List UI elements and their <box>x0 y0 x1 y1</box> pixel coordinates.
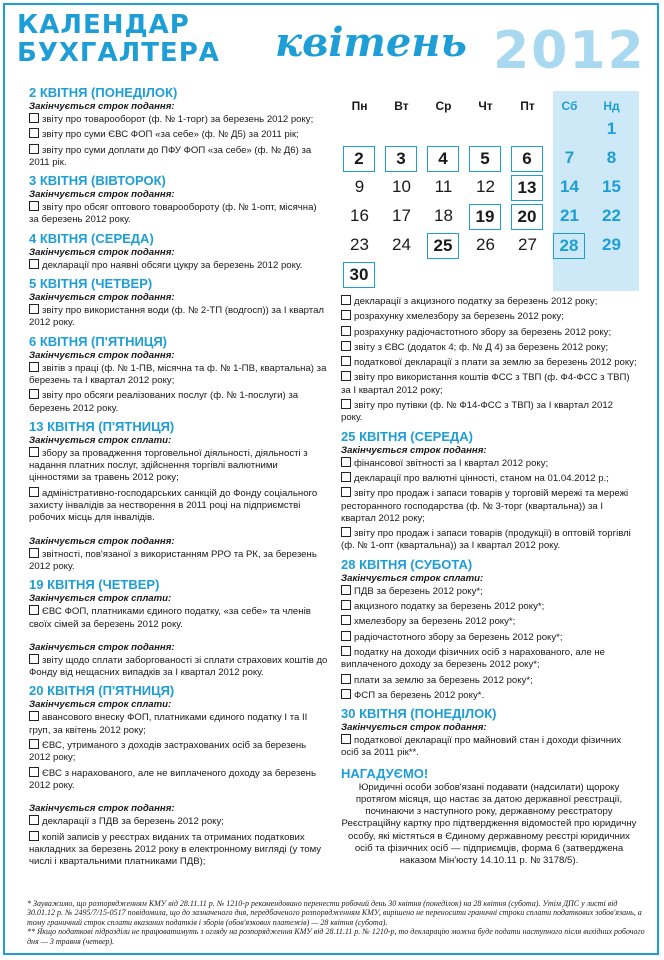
right-column <box>341 295 637 867</box>
day-number: 8 <box>606 148 617 167</box>
deadline-item-text: звіту про продаж і запаси товарів (продукції) в оптовій торгівлі (ф. № 1-опт (квартальна)) за I квартал 2012 року. <box>341 528 631 552</box>
calendar-day <box>381 175 422 199</box>
deadline-checkbox[interactable] <box>341 615 351 625</box>
deadline-item <box>341 371 637 397</box>
deadline-checkbox[interactable] <box>341 631 351 641</box>
deadline-section <box>29 334 329 415</box>
deadline-checkbox[interactable] <box>341 371 351 381</box>
deadline-section <box>29 173 329 227</box>
calendar-day <box>339 262 380 288</box>
deadline-checkbox[interactable] <box>341 472 351 482</box>
deadline-checkbox[interactable] <box>29 548 39 558</box>
title-line-2: БУХГАЛТЕРА <box>17 38 220 68</box>
deadline-section <box>341 295 637 425</box>
deadline-subheading: Закінчується строк подання: <box>341 722 487 734</box>
day-number: 13 <box>511 175 543 201</box>
section-date-heading: 5 КВІТНЯ (ЧЕТВЕР) <box>29 276 153 292</box>
calendar-day <box>339 233 380 257</box>
day-number: 18 <box>434 206 453 225</box>
deadline-item <box>29 767 329 793</box>
deadline-item <box>29 389 329 415</box>
calendar-day <box>339 204 380 228</box>
day-number: 11 <box>434 177 453 196</box>
day-number: 23 <box>350 235 369 254</box>
calendar-day <box>591 117 632 141</box>
day-number: 1 <box>606 119 617 138</box>
deadline-checkbox[interactable] <box>29 362 39 372</box>
deadline-checkbox[interactable] <box>29 767 39 777</box>
deadline-item <box>341 341 637 354</box>
deadline-item-text: звіту про використання води (ф. № 2-ТП (водгосп)) за I квартал 2012 року. <box>29 305 325 329</box>
deadline-checkbox[interactable] <box>29 304 39 314</box>
month-calendar <box>339 91 639 291</box>
section-date-heading: 3 КВІТНЯ (ВІВТОРОК) <box>29 173 166 189</box>
deadline-item <box>341 689 637 702</box>
deadline-section <box>29 577 329 679</box>
section-date-heading: 30 КВІТНЯ (ПОНЕДІЛОК) <box>341 706 497 722</box>
deadline-section <box>29 276 329 330</box>
deadline-checkbox[interactable] <box>29 113 39 123</box>
deadline-item-text: податку на доходи фізичних осіб з нарахованого, але не виплаченого доходу за березень 2012 року*; <box>341 646 605 671</box>
deadline-subheading: Закінчується строк подання: <box>29 292 175 304</box>
deadline-subheading: Закінчується строк сплати: <box>29 434 172 446</box>
calendar-day <box>549 233 590 259</box>
deadline-item <box>29 739 329 765</box>
calendar-day <box>423 175 464 199</box>
group-spacer <box>29 794 329 802</box>
weekday-header: Сб <box>561 99 578 113</box>
day-number: 5 <box>469 146 501 172</box>
deadline-checkbox[interactable] <box>341 600 351 610</box>
deadline-checkbox[interactable] <box>341 527 351 537</box>
deadline-item-text: ФСП за березень 2012 року*. <box>354 689 485 701</box>
deadline-item <box>29 654 329 680</box>
group-spacer <box>29 633 329 641</box>
section-date-heading: 25 КВІТНЯ (СЕРЕДА) <box>341 428 473 444</box>
deadline-item-text: плати за землю за березень 2012 року*; <box>354 674 533 686</box>
deadline-checkbox[interactable] <box>341 310 351 320</box>
deadline-item <box>29 113 329 126</box>
footnote: * Зауважимо, що розпорядженням КМУ від 28.11.11 р. № 1210-р рекомендовано перенести робочий день 30 квітня (понеділок) на 28 квітня (субота). Утім ДПС у листі від 30.01.12 р. № 2495/7/15-0517 повідомила, що до зазначеного дня, передбаченого розпорядженням КМУ, вирішено не переносити граничні строки сплати податкових зобов'язань, а тому граничний строк сплати вказаних податків і зборів (обов'язкових платежів) — 28 квітня (субота). <box>27 899 642 927</box>
deadline-item-text: ЄВС з нарахованого, але не виплаченого доходу за березень 2012 року. <box>29 767 316 791</box>
weekday-header: Чт <box>478 99 493 113</box>
deadline-subheading: Закінчується строк подання: <box>29 803 175 815</box>
deadline-checkbox[interactable] <box>29 815 39 825</box>
day-number: 2 <box>343 146 375 172</box>
deadline-subheading: Закінчується строк подання: <box>29 349 175 361</box>
deadline-item <box>341 295 637 308</box>
deadline-section <box>341 557 637 702</box>
deadline-subheading: Закінчується строк сплати: <box>29 699 172 711</box>
deadline-checkbox[interactable] <box>29 831 39 841</box>
deadline-item-text: звіту про суми ЄВС ФОП «за себе» (ф. № Д5) за 2011 рік; <box>42 129 299 141</box>
deadline-item-text: акцизного податку за березень 2012 року*; <box>354 601 545 613</box>
calendar-day <box>549 175 590 199</box>
deadline-checkbox[interactable] <box>341 689 351 699</box>
deadline-checkbox[interactable] <box>341 457 351 467</box>
calendar-day <box>339 175 380 199</box>
calendar-page <box>3 3 659 955</box>
deadline-item-text: декларації про наявні обсяги цукру за березень 2012 року. <box>42 259 303 271</box>
section-date-heading: 6 КВІТНЯ (П'ЯТНИЦЯ) <box>29 333 168 349</box>
weekday-header: Вт <box>394 99 409 113</box>
deadline-item <box>29 259 329 272</box>
deadline-item <box>29 605 329 631</box>
deadline-item-text: звіту про обсяг оптового товарообороту (ф. № 1-опт, місячна) за березень 2012 року. <box>29 202 317 226</box>
deadline-checkbox[interactable] <box>29 389 39 399</box>
section-date-heading: 13 КВІТНЯ (П'ЯТНИЦЯ) <box>29 418 175 434</box>
day-number: 6 <box>511 146 543 172</box>
deadline-subheading: Закінчується строк подання: <box>29 535 175 547</box>
deadline-item <box>29 815 329 828</box>
deadline-item-text: звіту щодо сплати заборгованості зі сплати страхових коштів до Фонду від нещасних випадків за I квартал 2012 року. <box>29 654 328 679</box>
deadline-item-text: ЄВС ФОП, платниками єдиного податку, «за себе» та членів своїх сімей за березень 2012 року. <box>29 606 311 630</box>
day-number: 9 <box>354 177 365 196</box>
deadline-item <box>341 600 637 613</box>
deadline-item <box>29 711 329 737</box>
deadline-item <box>341 457 637 470</box>
deadline-checkbox[interactable] <box>29 144 39 154</box>
deadline-checkbox[interactable] <box>341 487 351 497</box>
deadline-item-text: декларації про валютні цінності, станом на 01.04.2012 р.; <box>354 472 609 484</box>
deadline-item <box>29 128 329 141</box>
deadline-item <box>341 487 637 525</box>
deadline-item-text: декларації з ПДВ за березень 2012 року; <box>42 816 224 828</box>
deadline-item-text: звіту про товарооборот (ф. № 1-торг) за березень 2012 року; <box>42 114 314 125</box>
calendar-day <box>381 233 422 257</box>
calendar-day <box>591 233 632 257</box>
deadline-item-text: звіту про суми доплати до ПФУ ФОП «за себе» (ф. № Д6) за 2011 рік. <box>29 144 312 168</box>
day-number: 22 <box>602 206 621 225</box>
calendar-day <box>591 204 632 228</box>
calendar-day <box>507 233 548 257</box>
day-number: 27 <box>518 235 537 254</box>
calendar-day <box>549 146 590 170</box>
deadline-checkbox[interactable] <box>29 128 39 138</box>
day-number: 28 <box>553 233 585 259</box>
weekday-header: Ср <box>435 99 452 113</box>
section-date-heading: 4 КВІТНЯ (СЕРЕДА) <box>29 230 154 246</box>
calendar-day <box>465 204 506 230</box>
deadline-checkbox[interactable] <box>29 447 39 457</box>
deadline-item-text: звіту про використання коштів ФСС з ТВП (ф. Ф4-ФСС з ТВП) за I квартал 2012 року; <box>341 372 630 396</box>
deadline-checkbox[interactable] <box>29 739 39 749</box>
calendar-day <box>465 146 506 172</box>
deadline-item <box>341 631 637 644</box>
footnotes <box>27 899 647 946</box>
deadline-checkbox[interactable] <box>341 646 351 656</box>
day-number: 7 <box>564 148 575 167</box>
deadline-item-text: звіту про продаж і запаси товарів у торговій мережі та мережі ресторанного господарства (ф. № 3-торг (квартальна)) за I квартал 2012 року; <box>341 488 629 524</box>
day-number: 15 <box>602 177 621 196</box>
deadline-item <box>341 472 637 485</box>
title-line-1: КАЛЕНДАР <box>17 10 190 40</box>
deadline-item-text: декларації з акцизного податку за березень 2012 року; <box>354 296 598 307</box>
day-number: 19 <box>469 204 501 230</box>
deadline-item <box>29 548 329 574</box>
deadline-section <box>29 231 329 272</box>
deadline-checkbox[interactable] <box>341 585 351 595</box>
section-date-heading: 28 КВІТНЯ (СУБОТА) <box>341 556 473 572</box>
deadline-subheading: Закінчується строк сплати: <box>341 572 484 584</box>
day-number: 4 <box>427 146 459 172</box>
deadline-item <box>341 585 637 598</box>
page-title <box>17 11 220 67</box>
deadline-checkbox[interactable] <box>29 605 39 615</box>
calendar-day <box>381 204 422 228</box>
deadline-item <box>29 487 329 525</box>
deadline-checkbox[interactable] <box>29 487 39 497</box>
deadline-item <box>341 615 637 628</box>
notice-text: Юридичні особи зобов'язані подавати (надсилати) щороку протягом місяця, що настає за датою державної реєстрації, починаючи з наступного року, державному реєстратору Реєстраційну картку про підтвердження відомостей про юридичну особу, які містяться в Єдиному державному реєстрі юридичних осіб та фізичних осіб — підприємців, форма 6 (затверджена наказом Мін'юсту 14.10.11 р. № 3178/5). <box>341 781 637 866</box>
deadline-section <box>29 85 329 169</box>
deadline-item-text: фінансової звітності за I квартал 2012 року; <box>354 457 549 469</box>
day-number: 30 <box>343 262 375 288</box>
deadline-item-text: адміністративно-господарських санкцій до Фонду соціального захисту інвалідів за нестворення в 2011 році на підприємстві робочих місць для інвалідів. <box>29 487 318 524</box>
notice-title: НАГАДУЄМО! <box>341 765 429 781</box>
day-number: 20 <box>511 204 543 230</box>
day-number: 25 <box>427 233 459 259</box>
deadline-item <box>341 646 637 672</box>
deadline-item <box>29 362 329 388</box>
group-spacer <box>29 527 329 535</box>
deadline-item-text: радіочастотного збору за березень 2012 року*; <box>354 631 563 643</box>
deadline-checkbox[interactable] <box>341 356 351 366</box>
weekday-header: Пт <box>520 99 535 113</box>
deadline-item-text: ПДВ за березень 2012 року*; <box>354 585 483 597</box>
deadline-checkbox[interactable] <box>29 711 39 721</box>
calendar-day <box>465 175 506 199</box>
calendar-day <box>507 204 548 230</box>
day-number: 16 <box>350 206 369 225</box>
deadline-item <box>29 447 329 485</box>
deadline-item <box>341 527 637 553</box>
deadline-subheading: Закінчується строк подання: <box>29 246 175 258</box>
calendar-day <box>591 146 632 170</box>
deadline-checkbox[interactable] <box>29 259 39 269</box>
deadline-subheading: Закінчується строк подання: <box>29 101 175 112</box>
deadline-item-text: податкової декларації про майновий стан і доходи фізичних осіб за 2011 рік**. <box>341 735 622 759</box>
weekday-header: Нд <box>603 99 620 113</box>
deadline-item-text: податкової декларації з плати за землю за березень 2012 року; <box>354 357 637 369</box>
calendar-day <box>339 146 380 172</box>
deadline-item-text: звіту про обсяги реалізованих послуг (ф. № 1-послуги) за березень 2012 року. <box>29 390 299 414</box>
deadline-item-text: збору за провадження торговельної діяльності, діяльності з надання платних послуг, здійснення торгівлі валютними цінностями за травень 2012 року; <box>29 447 308 484</box>
deadline-subheading: Закінчується строк подання: <box>29 641 175 653</box>
deadline-subheading: Закінчується строк сплати: <box>29 593 172 605</box>
deadline-checkbox[interactable] <box>341 341 351 351</box>
deadline-item <box>341 356 637 369</box>
deadline-item-text: ЄВС, утриманого з доходів застрахованих осіб за березень 2012 року; <box>29 740 307 764</box>
deadline-checkbox[interactable] <box>29 654 39 664</box>
calendar-day <box>465 233 506 257</box>
deadline-section <box>29 419 329 573</box>
deadline-item-text: копій записів у реєстрах виданих та отриманих податкових накладних за березень 2012 року в електронному вигляді (у тому числі і квартальними платниками ПДВ); <box>29 831 322 868</box>
deadline-item-text: звітів з праці (ф. № 1-ПВ, місячна та ф. № 1-ПВ, квартальна) за березень та I квартал 2012 року; <box>29 362 327 386</box>
section-date-heading: 20 КВІТНЯ (П'ЯТНИЦЯ) <box>29 683 175 699</box>
calendar-day <box>423 146 464 172</box>
deadline-item <box>341 310 637 323</box>
day-number: 29 <box>602 235 621 254</box>
calendar-day <box>549 204 590 228</box>
deadline-item-text: розрахунку хмелезбору за березень 2012 року; <box>354 311 564 323</box>
deadline-checkbox[interactable] <box>341 295 351 305</box>
deadline-item <box>341 674 637 687</box>
day-number: 21 <box>560 206 579 225</box>
deadline-item <box>29 144 329 170</box>
year-title: 2012 <box>493 21 646 81</box>
calendar-day <box>381 146 422 172</box>
day-number: 26 <box>476 235 495 254</box>
deadline-section <box>341 429 637 553</box>
deadline-item-text: звіту про путівки (ф. № Ф14-ФСС з ТВП) за I квартал 2012 року. <box>341 400 613 424</box>
deadline-checkbox[interactable] <box>341 734 351 744</box>
deadline-item <box>341 734 637 760</box>
deadline-item <box>29 304 329 330</box>
deadline-item <box>29 831 329 869</box>
calendar-day <box>423 204 464 228</box>
footnote: ** Якщо податкові підрозділи не працюватимуть з огляду на розпорядження КМУ від 28.11.11 р. № 1210-р, то декларацію можна буде подати наступного після вихідних робочого дня — 3 травня (четвер). <box>27 927 645 946</box>
deadline-subheading: Закінчується строк подання: <box>29 189 175 201</box>
deadline-checkbox[interactable] <box>341 399 351 409</box>
section-date-heading: 2 КВІТНЯ (ПОНЕДІЛОК) <box>29 85 178 100</box>
day-number: 3 <box>385 146 417 172</box>
deadline-section <box>29 683 329 868</box>
calendar-day <box>591 175 632 199</box>
deadline-item-text: хмелезбору за березень 2012 року*; <box>354 616 516 628</box>
deadline-item <box>341 326 637 339</box>
day-number: 12 <box>476 177 495 196</box>
deadline-item <box>341 399 637 425</box>
deadline-checkbox[interactable] <box>341 326 351 336</box>
weekday-header: Пн <box>351 99 368 113</box>
deadline-item <box>29 201 329 227</box>
calendar-day <box>423 233 464 259</box>
left-column <box>29 85 329 872</box>
day-number: 10 <box>392 177 411 196</box>
calendar-day <box>507 175 548 201</box>
deadline-subheading: Закінчується строк подання: <box>341 444 487 456</box>
deadline-checkbox[interactable] <box>29 201 39 211</box>
deadline-item-text: розрахунку радіочастотного збору за березень 2012 року; <box>354 326 612 338</box>
deadline-item-text: авансового внеску ФОП, платниками єдиного податку I та II груп, за квітень 2012 року; <box>29 712 308 736</box>
deadline-checkbox[interactable] <box>341 674 351 684</box>
deadline-section <box>341 706 637 760</box>
deadline-item-text: звіту з ЄВС (додаток 4; ф. № Д 4) за березень 2012 року; <box>354 341 609 353</box>
month-title: квітень <box>275 19 467 66</box>
calendar-day <box>507 146 548 172</box>
deadline-item-text: звітності, пов'язаної з використанням РРО та РК, за березень 2012 року. <box>29 548 317 572</box>
section-date-heading: 19 КВІТНЯ (ЧЕТВЕР) <box>29 577 160 593</box>
day-number: 17 <box>392 206 411 225</box>
day-number: 24 <box>392 235 411 254</box>
day-number: 14 <box>560 177 579 196</box>
